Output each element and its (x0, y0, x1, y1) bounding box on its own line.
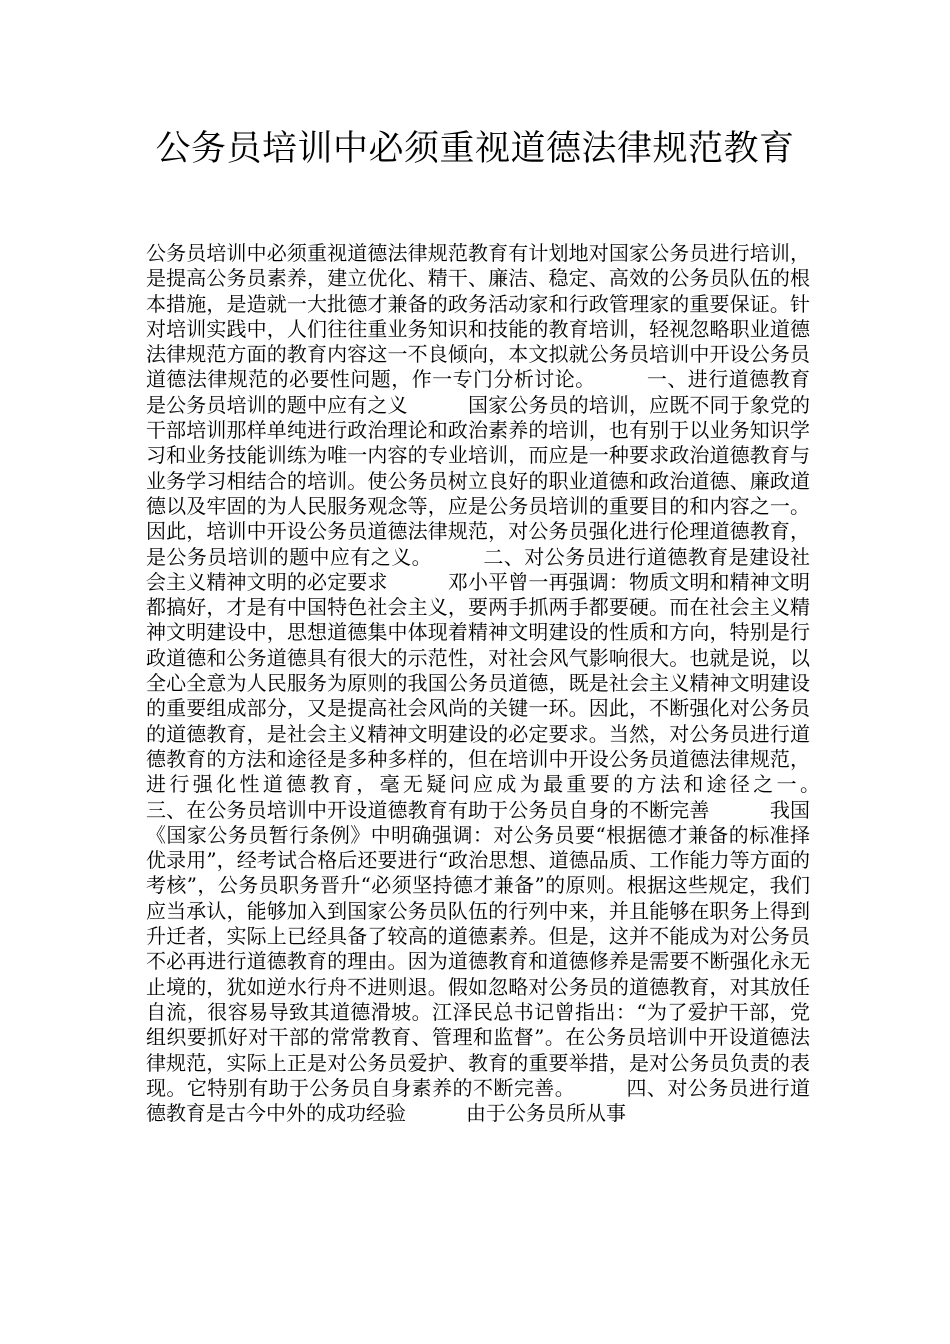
document-body-text: 公务员培训中必须重视道德法律规范教育有计划地对国家公务员进行培训，是提高公务员素养，建立优化、精干、廉洁、稳定、高效的公务员队伍的根本措施，是造就一大批德才兼备的政务活动家和行政管理家的重要保证。针对培训实践中，人们往往重业务知识和技能的教育培训，轻视忽略职业道德法律规范方面的教育内容这一不良倾向，本文拟就公务员培训中开设公务员道德法律规范的必要性问题，作一专门分析讨论。 一、进行道德教育是公务员培训的题中应有之义 国家公务员的培训，应既不同于象党的干部培训那样单纯进行政治理论和政治素养的培训，也有别于以业务知识学习和业务技能训练为唯一内容的专业培训，而应是一种要求政治道德教育与业务学习相结合的培训。使公务员树立良好的职业道德和政治道德、廉政道德以及牢固的为人民服务观念等，应是公务员培训的重要目的和内容之一。因此，培训中开设公务员道德法律规范，对公务员强化进行伦理道德教育，是公务员培训的题中应有之义。 二、对公务员进行道德教育是建设社会主义精神文明的必定要求 邓小平曾一再强调：物质文明和精神文明都搞好，才是有中国特色社会主义，要两手抓两手都要硬。而在社会主义精神文明建设中，思想道德集中体现着精神文明建设的性质和方向，特别是行政道德和公务道德具有很大的示范性，对社会风气影响很大。也就是说，以全心全意为人民服务为原则的我国公务员道德，既是社会主义精神文明建设的重要组成部分，又是提高社会风尚的关键一环。因此，不断强化对公务员的道德教育，是社会主义精神文明建设的必定要求。当然，对公务员进行道德教育的方法和途径是多种多样的，但在培训中开设公务员道德法律规范，进行强化性道德教育，毫无疑问应成为最重要的方法和途径之一。 三、在公务员培训中开设道德教育有助于公务员自身的不断完善 我国《国家公务员暂行条例》中明确强调：对公务员要“根据德才兼备的标准择优录用”，经考试合格后还要进行“政治思想、道德品质、工作能力等方面的考核”，公务员职务晋升“必须坚持德才兼备”的原则。根据这些规定，我们应当承认，能够加入到国家公务员队伍的行列中来，并且能够在职务上得到升迁者，实际上已经具备了较高的道德素养。但是，这并不能成为对公务员不必再进行道德教育的理由。因为道德教育和道德修养是需要不断强化永无止境的，犹如逆水行舟不进则退。假如忽略对公务员的道德教育，对其放任自流，很容易导致其道德滑坡。江泽民总书记曾指出：“为了爱护干部，党组织要抓好对干部的常常教育、管理和监督”。在公务员培训中开设道德法律规范，实际上正是对公务员爱护、教育的重要举措，是对公务员负责的表现。它特别有助于公务员自身素养的不断完善。 四、对公务员进行道德教育是古今中外的成功经验 由于公务员所从事 (146, 241, 870, 1126)
document-title: 公务员培训中必须重视道德法律规范教育 (155, 129, 795, 169)
